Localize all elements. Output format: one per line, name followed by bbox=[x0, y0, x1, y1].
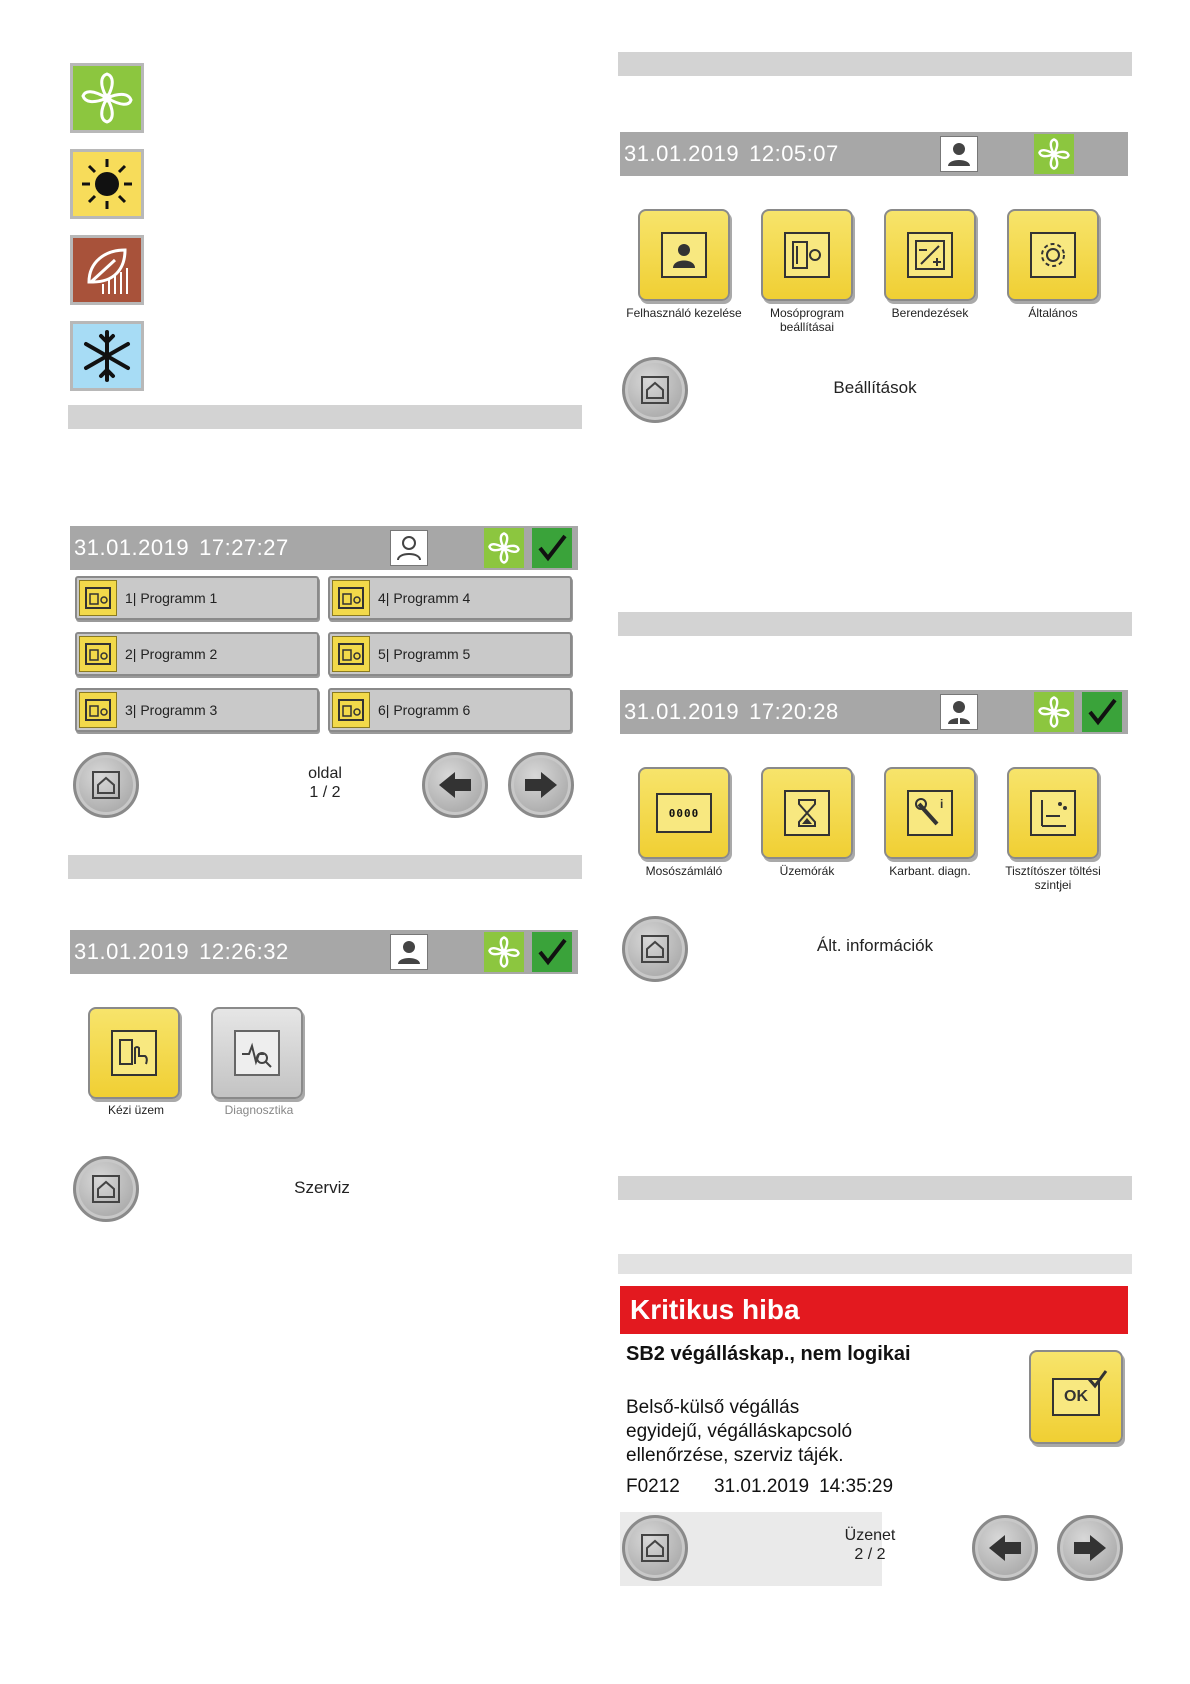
flower-icon bbox=[487, 531, 521, 565]
program-label: 2| Programm 2 bbox=[125, 646, 218, 662]
screen-title: Ált. információk bbox=[816, 936, 934, 955]
program-icon bbox=[332, 580, 370, 616]
ready-indicator bbox=[1082, 692, 1122, 732]
screen-title: Szerviz bbox=[294, 1178, 350, 1197]
general-tile[interactable] bbox=[1007, 209, 1099, 301]
wash-counter-label: Mosószámláló bbox=[645, 864, 723, 878]
program-icon bbox=[332, 636, 370, 672]
arrow-left-icon bbox=[985, 1531, 1025, 1565]
separator bbox=[618, 612, 1132, 636]
flower-icon bbox=[487, 935, 521, 969]
wash-counter-tile[interactable] bbox=[638, 767, 730, 859]
program-button-2[interactable] bbox=[75, 632, 319, 676]
program-button-1[interactable] bbox=[75, 576, 319, 620]
general-label: Általános bbox=[1028, 306, 1078, 320]
separator bbox=[618, 1176, 1132, 1200]
user-button[interactable] bbox=[390, 530, 428, 566]
mode-flower-icon bbox=[70, 63, 144, 133]
diagnostics-label: Diagnosztika bbox=[224, 1103, 294, 1117]
check-icon bbox=[1086, 1368, 1108, 1390]
home-button[interactable] bbox=[622, 1515, 688, 1581]
program-icon bbox=[332, 692, 370, 728]
error-body-line: Belső-külső végállás bbox=[626, 1397, 800, 1418]
gear-icon bbox=[1036, 238, 1070, 272]
detergent-level-icon bbox=[1036, 796, 1070, 830]
program-icon bbox=[79, 636, 117, 672]
status-time: 12:05:07 bbox=[749, 141, 839, 166]
page-label: oldal bbox=[308, 765, 342, 782]
hourglass-icon bbox=[790, 796, 824, 830]
mode-sun-icon bbox=[70, 149, 144, 219]
check-icon bbox=[535, 935, 569, 969]
flower-icon bbox=[1037, 695, 1071, 729]
status-date: 31.01.2019 bbox=[74, 939, 190, 964]
status-date: 31.01.2019 bbox=[624, 699, 740, 724]
program-gear-icon bbox=[790, 238, 824, 272]
home-icon bbox=[89, 1172, 123, 1206]
screen-title: Beállítások bbox=[833, 378, 917, 397]
user-icon bbox=[395, 534, 423, 562]
ready-indicator bbox=[532, 528, 572, 568]
diagnostics-tile[interactable] bbox=[211, 1007, 303, 1099]
program-label: 3| Programm 3 bbox=[125, 702, 218, 718]
status-date: 31.01.2019 bbox=[74, 535, 190, 560]
diagnostics-icon bbox=[240, 1036, 274, 1070]
program-icon bbox=[79, 692, 117, 728]
home-button[interactable] bbox=[622, 357, 688, 423]
info-status-bar bbox=[620, 690, 1128, 734]
next-page-button[interactable] bbox=[508, 752, 574, 818]
error-body-line: ellenőrzése, szerviz tájék. bbox=[626, 1445, 844, 1466]
wrench-info-icon bbox=[913, 796, 947, 830]
prev-message-button[interactable] bbox=[972, 1515, 1038, 1581]
ok-label: OK bbox=[1064, 1388, 1088, 1405]
maintenance-diag-tile[interactable] bbox=[884, 767, 976, 859]
hand-pointer-icon bbox=[117, 1036, 151, 1070]
devices-label: Berendezések bbox=[891, 306, 969, 320]
error-header: Kritikus hiba bbox=[620, 1286, 1128, 1334]
manual-mode-tile[interactable] bbox=[88, 1007, 180, 1099]
eco-leaf-icon bbox=[79, 242, 135, 298]
error-timestamp bbox=[714, 1476, 893, 1498]
ok-button[interactable] bbox=[1029, 1350, 1123, 1444]
svg-text:i: i bbox=[940, 797, 944, 811]
detergent-levels-label: Tisztítószer töltési szintjei bbox=[1005, 864, 1101, 892]
check-icon bbox=[1085, 695, 1119, 729]
mode-indicator[interactable] bbox=[1034, 692, 1074, 732]
mode-indicator[interactable] bbox=[484, 932, 524, 972]
settings-status-bar bbox=[620, 132, 1128, 176]
mode-indicator[interactable] bbox=[484, 528, 524, 568]
program-label: 5| Programm 5 bbox=[378, 646, 471, 662]
devices-tile[interactable] bbox=[884, 209, 976, 301]
home-icon bbox=[638, 932, 672, 966]
mode-cold-icon bbox=[70, 321, 144, 391]
program-settings-label: Mosóprogram beállításai bbox=[769, 306, 845, 334]
home-button[interactable] bbox=[73, 1156, 139, 1222]
mode-indicator[interactable] bbox=[1034, 134, 1074, 174]
separator bbox=[68, 405, 582, 429]
error-body bbox=[626, 1396, 852, 1468]
ready-indicator bbox=[532, 932, 572, 972]
program-icon bbox=[79, 580, 117, 616]
check-icon bbox=[535, 531, 569, 565]
error-time: 14:35:29 bbox=[819, 1476, 894, 1497]
operating-hours-tile[interactable] bbox=[761, 767, 853, 859]
user-icon bbox=[667, 238, 701, 272]
arrow-right-icon bbox=[521, 768, 561, 802]
devices-icon bbox=[913, 238, 947, 272]
page-value: 1 / 2 bbox=[309, 784, 341, 801]
user-icon bbox=[945, 140, 973, 168]
home-icon bbox=[638, 373, 672, 407]
error-subtitle: SB2 végálláskap., nem logikai bbox=[626, 1343, 911, 1365]
error-code: F0212 bbox=[626, 1476, 680, 1497]
program-settings-tile[interactable] bbox=[761, 209, 853, 301]
status-time: 17:27:27 bbox=[199, 535, 289, 560]
message-value: 2 / 2 bbox=[854, 1546, 886, 1563]
user-button[interactable] bbox=[940, 694, 978, 730]
arrow-right-icon bbox=[1070, 1531, 1110, 1565]
user-icon bbox=[395, 938, 423, 966]
mode-eco-icon bbox=[70, 235, 144, 305]
page-indicator bbox=[280, 764, 370, 802]
status-time: 12:26:32 bbox=[199, 939, 289, 964]
user-technician-icon bbox=[945, 698, 973, 726]
detergent-levels-tile[interactable] bbox=[1007, 767, 1099, 859]
flower-icon bbox=[79, 70, 135, 126]
home-button[interactable] bbox=[73, 752, 139, 818]
next-message-button[interactable] bbox=[1057, 1515, 1123, 1581]
message-label: Üzenet bbox=[844, 1527, 896, 1544]
program-label: 6| Programm 6 bbox=[378, 702, 471, 718]
error-date: 31.01.2019 bbox=[714, 1476, 810, 1497]
service-status-bar bbox=[70, 930, 578, 974]
program-button-3[interactable] bbox=[75, 688, 319, 732]
message-indicator bbox=[825, 1526, 915, 1564]
status-date: 31.01.2019 bbox=[624, 141, 740, 166]
flower-icon bbox=[1037, 137, 1071, 171]
prev-page-button[interactable] bbox=[422, 752, 488, 818]
separator bbox=[618, 1254, 1132, 1274]
program-label: 4| Programm 4 bbox=[378, 590, 471, 606]
program-button-6[interactable] bbox=[328, 688, 572, 732]
home-icon bbox=[638, 1531, 672, 1565]
program-status-bar bbox=[70, 526, 578, 570]
user-management-label: Felhasználó kezelése bbox=[626, 306, 742, 320]
separator bbox=[618, 52, 1132, 76]
user-button[interactable] bbox=[940, 136, 978, 172]
program-button-5[interactable] bbox=[328, 632, 572, 676]
program-label: 1| Programm 1 bbox=[125, 590, 218, 606]
maintenance-diag-label: Karbant. diagn. bbox=[889, 864, 971, 878]
program-button-4[interactable] bbox=[328, 576, 572, 620]
status-time: 17:20:28 bbox=[749, 699, 839, 724]
arrow-left-icon bbox=[435, 768, 475, 802]
separator bbox=[68, 855, 582, 879]
user-button[interactable] bbox=[390, 934, 428, 970]
manual-mode-label: Kézi üzem bbox=[107, 1103, 165, 1117]
operating-hours-label: Üzemórák bbox=[779, 864, 835, 878]
user-management-tile[interactable] bbox=[638, 209, 730, 301]
home-icon bbox=[89, 768, 123, 802]
sun-icon bbox=[79, 156, 135, 212]
home-button[interactable] bbox=[622, 916, 688, 982]
snowflake-icon bbox=[79, 328, 135, 384]
error-body-line: egyidejű, végálláskapcsoló bbox=[626, 1421, 853, 1442]
counter-digits: 0000 bbox=[668, 806, 700, 820]
